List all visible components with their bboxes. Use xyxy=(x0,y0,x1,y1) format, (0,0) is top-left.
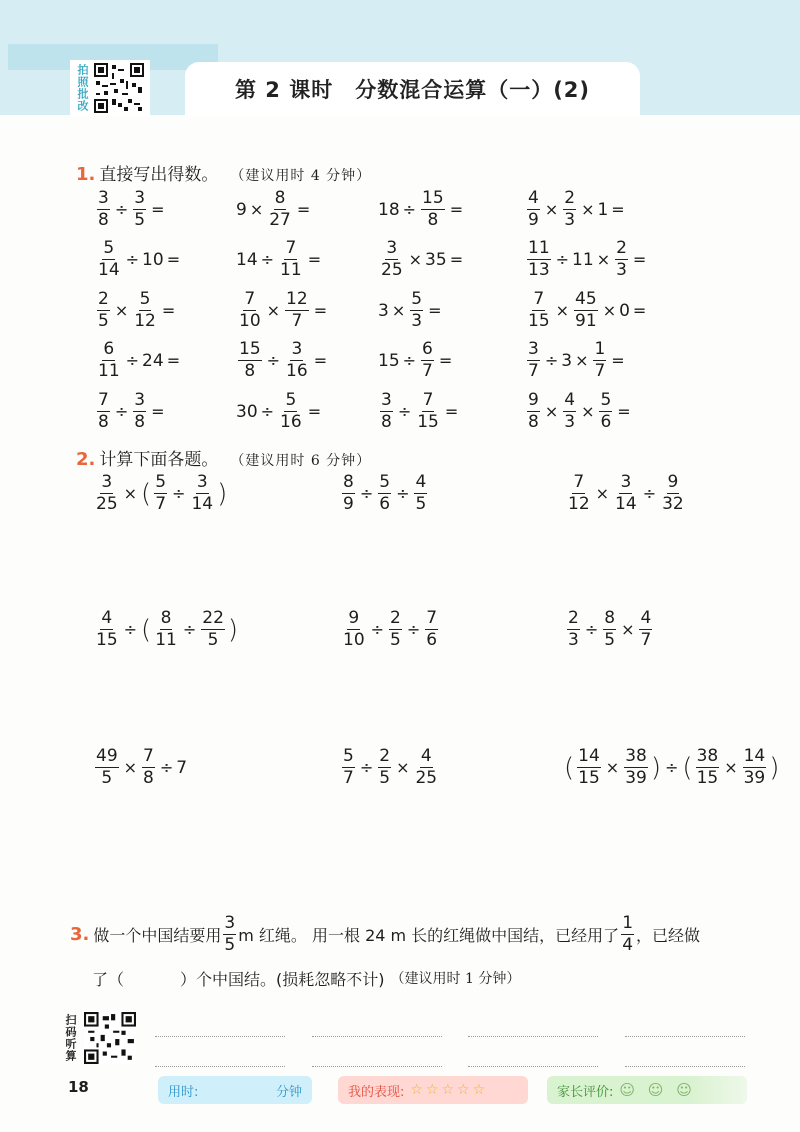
problem-1-18: 30 ÷ $\frac{5}{16}$ = xyxy=(236,390,322,432)
section-2-number: 2. xyxy=(76,449,96,470)
section-3-text-a: 做一个中国结要用 xyxy=(93,925,222,945)
problem-2-2: $\frac{8}{9}$ ÷ $\frac{5}{6}$ ÷ $\frac{4}{5}$ xyxy=(343,472,427,514)
answer-open-paren: 了（ xyxy=(92,969,125,989)
qr-grading-label: 拍照批改 xyxy=(76,64,89,112)
problem-1-4: $\frac{4}{9}$ × $\frac{2}{3}$ × 1 = xyxy=(528,188,625,230)
section-3-text-d: ）个中国结。(损耗忽略不计) xyxy=(180,969,385,989)
self-rating-label: 我的表现: xyxy=(348,1084,405,1100)
problem-2-3: $\frac{7}{12}$ × $\frac{3}{14}$ ÷ $\frac{9}{32}$ xyxy=(568,472,684,514)
section-3-line-1 xyxy=(70,912,760,956)
section-2-note: （建议用时 6 分钟） xyxy=(230,453,372,469)
problem-1-1: $\frac{3}{8}$ ÷ $\frac{3}{5}$ = xyxy=(98,188,165,230)
problem-2-6: $\frac{2}{3}$ ÷ $\frac{8}{5}$ × $\frac{4}{7}$ xyxy=(568,608,652,650)
qr-audio-label: 扫码听算 xyxy=(64,1014,77,1062)
problem-1-14: $\frac{15}{8}$ ÷ $\frac{3}{16}$ = xyxy=(239,339,328,381)
answer-line[interactable] xyxy=(625,1036,745,1037)
answer-line[interactable] xyxy=(625,1066,745,1067)
parent-rating-label: 家长评价: xyxy=(557,1084,614,1100)
problem-1-19: $\frac{3}{8}$ ÷ $\frac{7}{15}$ = xyxy=(381,390,459,432)
section-3-text-c: ，已经做 xyxy=(636,925,701,945)
section-2-title: 计算下面各题。 xyxy=(99,450,219,470)
problem-1-8: $\frac{11}{13}$ ÷ 11 × $\frac{2}{3}$ = xyxy=(528,238,647,280)
problem-1-9: $\frac{2}{5}$ × $\frac{5}{12}$ = xyxy=(98,289,176,331)
lesson-number: 第 2 课时 xyxy=(234,78,334,102)
problem-1-12: $\frac{7}{15}$ × $\frac{45}{91}$ × 0 = xyxy=(528,289,647,331)
problem-2-1: $\frac{3}{25}$ × ( $\frac{5}{7}$ ÷ $\frac{3}{14}$ ) xyxy=(96,472,228,514)
problem-1-13: $\frac{6}{11}$ ÷ 24 = xyxy=(98,339,181,381)
section-3-note: （建议用时 1 分钟） xyxy=(390,971,521,987)
answer-line[interactable] xyxy=(155,1036,285,1037)
section-1-number: 1. xyxy=(76,164,96,185)
fraction-one-quarter: $\frac{1}{4}$ xyxy=(622,912,634,955)
self-rating-field[interactable] xyxy=(338,1076,528,1104)
lesson-title: 分数混合运算（一）(2) xyxy=(355,78,591,102)
parent-rating-field[interactable] xyxy=(547,1076,747,1104)
section-3 xyxy=(70,912,760,996)
qr-audio-box[interactable] xyxy=(62,1012,136,1064)
answer-line[interactable] xyxy=(312,1036,442,1037)
problem-2-9: ( $\frac{14}{15}$ × $\frac{38}{39}$ ) ÷ ( $\frac{38}{15}$ × $\frac{14}{39}$ ) xyxy=(564,746,780,788)
section-2-heading xyxy=(76,445,371,470)
problem-1-3: 18 ÷ $\frac{15}{8}$ = xyxy=(378,188,464,230)
answer-line[interactable] xyxy=(468,1036,598,1037)
problem-1-6: 14 ÷ $\frac{7}{11}$ = xyxy=(236,238,322,280)
time-used-unit: 分钟 xyxy=(275,1084,302,1100)
time-used-label: 用时: xyxy=(168,1084,199,1100)
section-3-number: 3. xyxy=(70,923,90,945)
problem-1-16: $\frac{3}{7}$ ÷ 3 × $\frac{1}{7}$ = xyxy=(528,339,625,381)
qr-code-icon[interactable] xyxy=(84,1012,136,1064)
section-1-title: 直接写出得数。 xyxy=(99,165,219,185)
problem-1-11: 3 × $\frac{5}{3}$ = xyxy=(378,289,442,331)
problem-1-17: $\frac{7}{8}$ ÷ $\frac{3}{8}$ = xyxy=(98,390,165,432)
page-title xyxy=(235,74,590,104)
problem-2-8: $\frac{5}{7}$ ÷ $\frac{2}{5}$ × $\frac{4}{25}$ xyxy=(343,746,438,788)
section-1-heading xyxy=(76,160,371,185)
answer-line[interactable] xyxy=(155,1066,285,1067)
problem-2-5: $\frac{9}{10}$ ÷ $\frac{2}{5}$ ÷ $\frac{7}{6}$ xyxy=(343,608,438,650)
page-number: 18 xyxy=(68,1078,89,1096)
problem-1-20: $\frac{9}{8}$ × $\frac{4}{3}$ × $\frac{5}{6}$ = xyxy=(528,390,631,432)
section-3-line-2 xyxy=(70,960,760,996)
problem-1-10: $\frac{7}{10}$ × $\frac{12}{7}$ = xyxy=(239,289,328,331)
qr-grading-box[interactable] xyxy=(70,60,150,116)
smiley-face-icons[interactable]: ☺ ☺ ☺ xyxy=(619,1081,696,1099)
problem-1-5: $\frac{5}{14}$ ÷ 10 = xyxy=(98,238,181,280)
problem-2-7: $\frac{49}{5}$ × $\frac{7}{8}$ ÷ 7 xyxy=(96,746,188,788)
lesson-title-tab xyxy=(185,62,640,116)
star-rating-icons[interactable]: ☆☆☆☆☆ xyxy=(410,1082,489,1098)
problem-2-4: $\frac{4}{15}$ ÷ ( $\frac{8}{11}$ ÷ $\frac{22}{5}$ ) xyxy=(96,608,239,650)
qr-code-icon[interactable] xyxy=(94,63,144,113)
section-3-text-b: m 红绳。 用一根 24 m 长的红绳做中国结，已经用了 xyxy=(238,925,620,945)
problem-1-7: $\frac{3}{25}$ × 35 = xyxy=(381,238,464,280)
problem-1-15: 15 ÷ $\frac{6}{7}$ = xyxy=(378,339,453,381)
time-used-field[interactable] xyxy=(158,1076,312,1104)
answer-line[interactable] xyxy=(468,1066,598,1067)
answer-line[interactable] xyxy=(312,1066,442,1067)
fraction-three-fifths: $\frac{3}{5}$ xyxy=(224,912,236,955)
section-1-note: （建议用时 4 分钟） xyxy=(230,168,372,184)
problem-1-2: 9 × $\frac{8}{27}$ = xyxy=(236,188,311,230)
